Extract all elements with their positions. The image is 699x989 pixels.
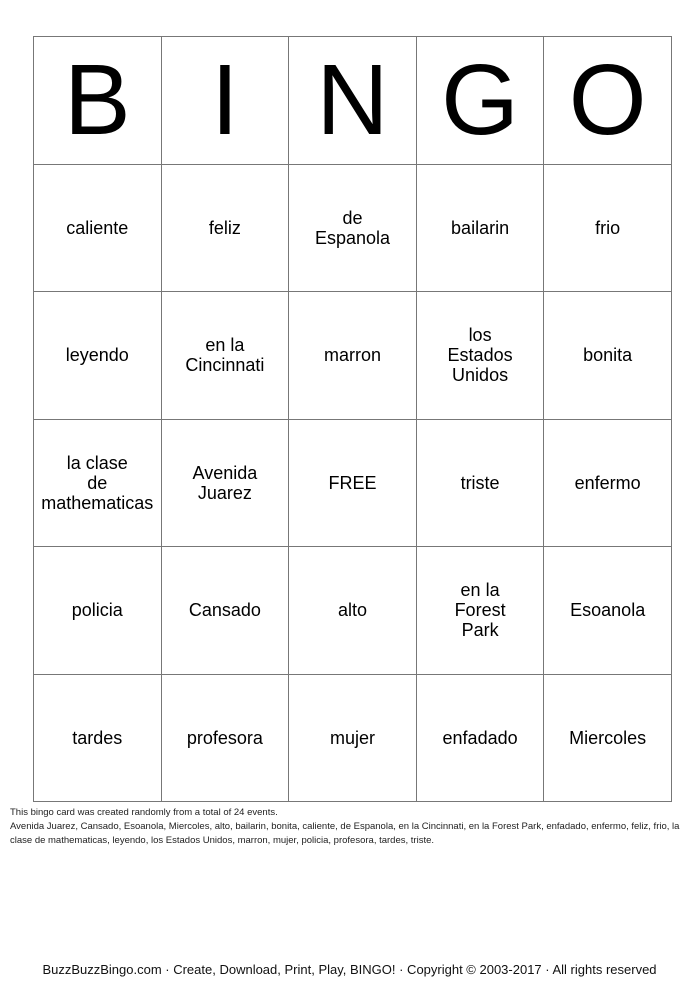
cell-text: alto (337, 600, 367, 621)
bingo-cell (544, 547, 672, 675)
bingo-cell (289, 674, 417, 802)
bingo-grid (34, 164, 672, 802)
card-description (10, 806, 690, 848)
footer-copyright: BuzzBuzzBingo.com · Create, Download, Print, Play, BINGO! · Copyright © 2003-2017 · All rights reserved (42, 962, 657, 977)
bingo-cell (544, 419, 672, 547)
events-summary: This bingo card was created randomly from a total of 24 events. (10, 807, 278, 818)
bingo-cell (416, 547, 544, 675)
free-space-cell (289, 419, 417, 547)
bingo-cell (289, 547, 417, 675)
bingo-cell (161, 164, 289, 292)
bingo-cell (34, 674, 162, 802)
cell-text: Cansado (188, 600, 261, 621)
bingo-cell (416, 674, 544, 802)
bingo-cell (416, 419, 544, 547)
cell-text: bailarin (451, 217, 510, 238)
bingo-cell (161, 419, 289, 547)
cell-text: enfadado (442, 727, 518, 748)
cell-text: en la Cincinnati (185, 335, 265, 376)
cell-text: marron (323, 345, 381, 366)
header-letter-n: N (289, 37, 417, 165)
bingo-row (34, 419, 672, 547)
bingo-cell (34, 164, 162, 292)
cell-text: FREE (328, 472, 377, 493)
header-letter-o: O (544, 37, 672, 165)
bingo-card (33, 36, 672, 802)
cell-text: Esoanola (570, 600, 646, 621)
bingo-cell (34, 419, 162, 547)
bingo-cell (289, 164, 417, 292)
bingo-cell (544, 164, 672, 292)
cell-text: bonita (583, 345, 633, 366)
header-letter-g: G (416, 37, 544, 165)
bingo-cell (34, 547, 162, 675)
cell-text: profesora (186, 727, 263, 748)
events-list: Avenida Juarez, Cansado, Esoanola, Miercoles, alto, bailarin, bonita, caliente, de Espanola, en la Cincinnati, en la Forest Park, enfadado, enfermo, feliz, frio, la clase de mathematicas, leyendo, los Estados Unidos, marron, mujer, policia, profesora, tardes, triste. (10, 821, 680, 846)
cell-text: la clase de mathematicas (41, 452, 154, 513)
cell-text: leyendo (65, 345, 129, 366)
bingo-cell (544, 674, 672, 802)
bingo-cell (289, 292, 417, 420)
bingo-cell (161, 674, 289, 802)
bingo-row (34, 164, 672, 292)
cell-text: frio (595, 217, 621, 238)
bingo-row (34, 547, 672, 675)
cell-text: de Espanola (314, 207, 391, 248)
bingo-row (34, 292, 672, 420)
cell-text: triste (460, 472, 500, 493)
bingo-cell (544, 292, 672, 420)
cell-text: tardes (72, 727, 123, 748)
bingo-cell (34, 292, 162, 420)
bingo-cell (416, 292, 544, 420)
bingo-cell (416, 164, 544, 292)
header-letter-i: I (161, 37, 289, 165)
cell-text: feliz (208, 217, 241, 238)
cell-text: enfermo (574, 472, 641, 493)
bingo-cell (161, 292, 289, 420)
header-letter-b: B (34, 37, 162, 165)
bingo-header-row (34, 37, 672, 165)
cell-text: en la Forest Park (454, 580, 506, 641)
cell-text: Miercoles (569, 727, 647, 748)
cell-text: policia (71, 600, 123, 621)
bingo-row (34, 674, 672, 802)
cell-text: Avenida Juarez (192, 462, 258, 503)
cell-text: mujer (329, 727, 375, 748)
cell-text: los Estados Unidos (447, 325, 513, 386)
cell-text: caliente (66, 217, 129, 238)
bingo-cell (161, 547, 289, 675)
